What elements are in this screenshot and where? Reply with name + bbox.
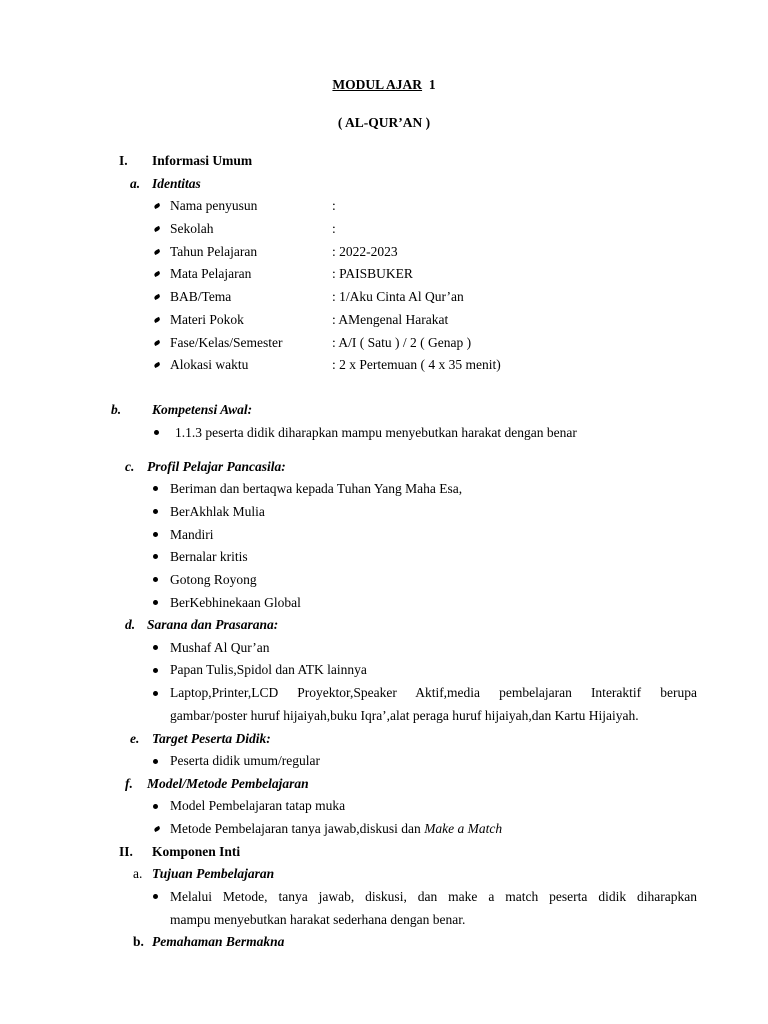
subsection-a-letter: a. xyxy=(130,176,141,191)
subsection-a-title: Identitas xyxy=(152,176,201,191)
identitas-value: : PAISBUKER xyxy=(332,266,413,281)
section-2-number: II. xyxy=(119,844,133,859)
list-item: Laptop,Printer,LCD Proyektor,Speaker Aktif,media pembelajaran Interaktif berupa xyxy=(170,685,697,700)
list-item: Papan Tulis,Spidol dan ATK lainnya xyxy=(170,662,367,677)
identitas-value: : A/I ( Satu ) / 2 ( Genap ) xyxy=(332,335,472,350)
list-item xyxy=(170,821,502,837)
section-2-title: Komponen Inti xyxy=(152,844,241,859)
bullet-icon xyxy=(154,430,159,435)
list-item-continuation: mampu menyebutkan harakat sederhana dengan benar. xyxy=(170,912,466,927)
identitas-value: : 2022-2023 xyxy=(332,244,398,259)
list-item-italic-text: Make a Match xyxy=(424,821,503,836)
leaf-bullet-icon xyxy=(154,249,161,255)
bullet-icon xyxy=(153,509,158,514)
subsection-c-letter: c. xyxy=(125,459,135,474)
leaf-bullet-icon xyxy=(154,317,161,323)
identitas-label: Alokasi waktu xyxy=(170,357,249,372)
identitas-label: Sekolah xyxy=(170,221,214,236)
bullet-icon xyxy=(153,486,158,491)
subsection-d-title: Sarana dan Prasarana: xyxy=(147,617,279,632)
identitas-value: : xyxy=(332,221,336,236)
subsection-f-letter: f. xyxy=(125,776,133,791)
bullet-icon xyxy=(153,577,158,582)
subsection-c-title: Profil Pelajar Pancasila: xyxy=(147,459,286,474)
subsection-2b-letter: b. xyxy=(133,934,144,949)
leaf-bullet-icon xyxy=(154,362,161,368)
document-subtitle: ( AL-QUR’AN ) xyxy=(337,115,431,130)
identitas-value: : xyxy=(332,198,336,213)
list-item: Mushaf Al Qur’an xyxy=(170,640,270,655)
leaf-bullet-icon xyxy=(154,826,161,832)
bullet-icon xyxy=(153,894,158,899)
list-item: Model Pembelajaran tatap muka xyxy=(170,798,346,813)
list-item: Peserta didik umum/regular xyxy=(170,753,320,768)
identitas-label: Mata Pelajaran xyxy=(170,266,252,281)
identitas-label: Tahun Pelajaran xyxy=(170,244,258,259)
subsection-b-title: Kompetensi Awal: xyxy=(152,402,253,417)
document-title xyxy=(0,77,768,93)
leaf-bullet-icon xyxy=(154,271,161,277)
leaf-bullet-icon xyxy=(154,203,161,209)
subsection-f-title: Model/Metode Pembelajaran xyxy=(147,776,309,791)
bullet-icon xyxy=(153,554,158,559)
title-main: MODUL AJAR xyxy=(332,77,423,92)
identitas-label: Materi Pokok xyxy=(170,312,244,327)
identitas-value: : AMengenal Harakat xyxy=(332,312,449,327)
leaf-bullet-icon xyxy=(154,340,161,346)
list-item-text: Metode Pembelajaran tanya jawab,diskusi dan xyxy=(170,821,421,836)
bullet-icon xyxy=(153,532,158,537)
list-item: BerAkhlak Mulia xyxy=(170,504,265,519)
title-number: 1 xyxy=(428,77,436,92)
identitas-value: : 1/Aku Cinta Al Qur’an xyxy=(332,289,464,304)
bullet-icon xyxy=(153,691,158,696)
subsection-e-title: Target Peserta Didik: xyxy=(152,731,271,746)
bullet-icon xyxy=(153,804,158,809)
identitas-label: Nama penyusun xyxy=(170,198,258,213)
list-item: Bernalar kritis xyxy=(170,549,248,564)
identitas-label: Fase/Kelas/Semester xyxy=(170,335,283,350)
bullet-icon xyxy=(153,668,158,673)
subsection-2b-title: Pemahaman Bermakna xyxy=(152,934,285,949)
subsection-2a-title: Tujuan Pembelajaran xyxy=(152,866,275,881)
identitas-value: : 2 x Pertemuan ( 4 x 35 menit) xyxy=(332,357,501,372)
bullet-icon xyxy=(153,759,158,764)
list-item: 1.1.3 peserta didik diharapkan mampu menyebutkan harakat dengan benar xyxy=(175,425,577,440)
section-1-number: I. xyxy=(119,153,128,168)
list-item: BerKebhinekaan Global xyxy=(170,595,301,610)
subsection-e-letter: e. xyxy=(130,731,140,746)
list-item: Beriman dan bertaqwa kepada Tuhan Yang Maha Esa, xyxy=(170,481,463,496)
subsection-b-letter: b. xyxy=(111,402,122,417)
subsection-d-letter: d. xyxy=(125,617,136,632)
section-1-title: Informasi Umum xyxy=(152,153,253,168)
bullet-icon xyxy=(153,600,158,605)
list-item: Gotong Royong xyxy=(170,572,257,587)
list-item: Mandiri xyxy=(170,527,214,542)
list-item-continuation: gambar/poster huruf hijaiyah,buku Iqra’,alat peraga huruf hijaiyah,dan Kartu Hijaiyah. xyxy=(170,708,639,723)
list-item: Melalui Metode, tanya jawab, diskusi, dan make a match peserta didik diharapkan xyxy=(170,889,697,904)
leaf-bullet-icon xyxy=(154,294,161,300)
bullet-icon xyxy=(153,645,158,650)
identitas-label: BAB/Tema xyxy=(170,289,232,304)
subsection-2a-letter: a. xyxy=(133,866,143,881)
leaf-bullet-icon xyxy=(154,226,161,232)
